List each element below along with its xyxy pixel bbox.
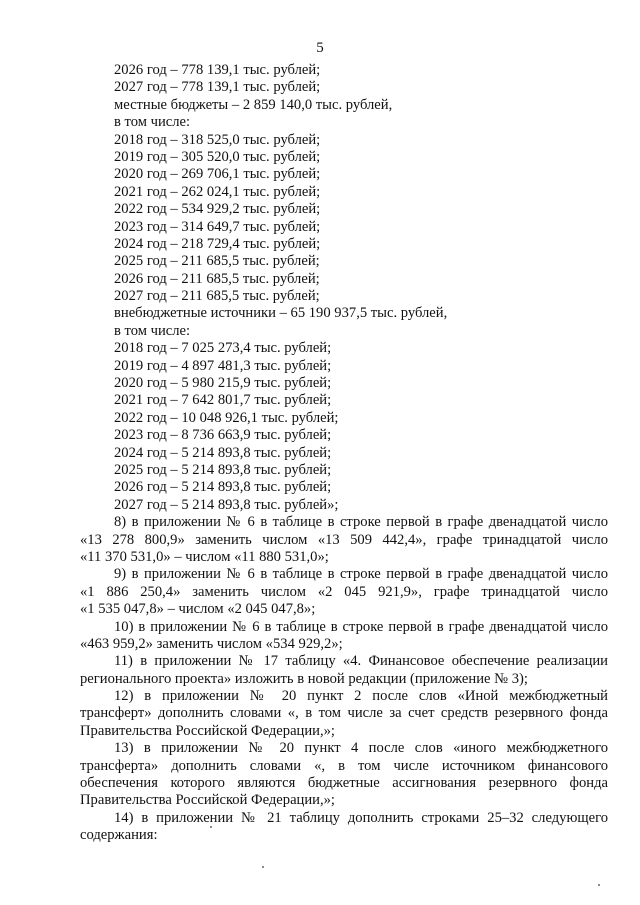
funding-line: местные бюджеты – 2 859 140,0 тыс. рублей, [114, 96, 393, 113]
funding-line: 2026 год – 778 139,1 тыс. рублей; [114, 62, 321, 78]
funding-line: 2026 год – 5 214 893,8 тыс. рублей; [114, 479, 332, 496]
funding-line: 2024 год – 218 729,4 тыс. рублей; [114, 235, 321, 252]
funding-line: 2027 год – 5 214 893,8 тыс. рублей»; [114, 496, 339, 513]
amendment-item-13 [80, 740, 608, 810]
amendment-item-11 [80, 653, 608, 688]
amendment-item-8 [80, 514, 608, 566]
funding-line: 2018 год – 318 525,0 тыс. рублей; [114, 131, 321, 148]
paragraph-line: 12) в приложении № 20 пункт 2 после слов «Иной межбюджетный [114, 688, 608, 705]
paragraph-line: «1 886 250,4» заменить числом «2 045 921,9», графе тринадцатой число [80, 583, 608, 600]
funding-line: 2025 год – 211 685,5 тыс. рублей; [114, 253, 320, 270]
funding-line: 2024 год – 5 214 893,8 тыс. рублей; [114, 444, 332, 461]
paragraph-line: «11 370 531,0» – числом «11 880 531,0»; [80, 548, 329, 565]
funding-line: 2023 год – 8 736 663,9 тыс. рублей; [114, 427, 332, 444]
funding-line: 2022 год – 534 929,2 тыс. рублей; [114, 201, 321, 218]
funding-line: 2022 год – 10 048 926,1 тыс. рублей; [114, 409, 339, 426]
amendment-item-12 [80, 688, 608, 740]
funding-line: в том числе: [114, 114, 191, 131]
funding-line: 2025 год – 5 214 893,8 тыс. рублей; [114, 461, 332, 478]
funding-line: 2021 год – 7 642 801,7 тыс. рублей; [114, 392, 332, 409]
funding-list [80, 62, 608, 514]
funding-line: внебюджетные источники – 65 190 937,5 тыс. рублей, [114, 305, 448, 322]
amendment-item-10 [80, 619, 608, 654]
paragraph-line: Правительства Российской Федерации,»; [80, 722, 335, 739]
paragraph-line: 14) в приложении № 21 таблицу дополнить строками 25–32 следующего [114, 809, 608, 826]
funding-line: 2019 год – 4 897 481,3 тыс. рублей; [114, 357, 332, 374]
page-number: 5 [316, 40, 324, 56]
paragraph-line: 10) в приложении № 6 в таблице в строке первой в графе двенадцатой число [114, 618, 608, 635]
paragraph-line: обеспечения которого являются бюджетные ассигнования резервного фонда [80, 775, 608, 792]
paragraph-line: регионального проекта» изложить в новой редакции (приложение № 3); [80, 670, 528, 687]
funding-line: в том числе: [114, 322, 191, 339]
funding-line: 2021 год – 262 024,1 тыс. рублей; [114, 183, 321, 200]
scan-speck [262, 866, 264, 868]
paragraph-line: содержания: [80, 827, 158, 844]
paragraph-line: 9) в приложении № 6 в таблице в строке первой в графе двенадцатой число [114, 566, 608, 583]
funding-line: 2020 год – 5 980 215,9 тыс. рублей; [114, 375, 332, 392]
paragraph-line: трансферта» дополнить словами «, в том числе источником финансового [80, 757, 608, 774]
funding-line: 2019 год – 305 520,0 тыс. рублей; [114, 148, 321, 165]
funding-line: 2018 год – 7 025 273,4 тыс. рублей; [114, 340, 332, 357]
paragraph-line: трансферт» дополнить словами «, в том числе за счет средств резервного фонда [80, 705, 608, 722]
scan-speck [598, 884, 600, 886]
funding-line: 2027 год – 778 139,1 тыс. рублей; [114, 79, 321, 96]
scan-speck [210, 826, 212, 828]
document-body [80, 62, 608, 845]
funding-line: 2020 год – 269 706,1 тыс. рублей; [114, 166, 321, 183]
funding-line: 2026 год – 211 685,5 тыс. рублей; [114, 270, 320, 287]
amendment-item-14 [80, 810, 608, 845]
paragraph-line: 8) в приложении № 6 в таблице в строке первой в графе двенадцатой число [114, 514, 608, 531]
funding-line: 2023 год – 314 649,7 тыс. рублей; [114, 218, 321, 235]
paragraph-line: «13 278 800,9» заменить числом «13 509 442,4», графе тринадцатой число [80, 531, 608, 548]
paragraph-line: «1 535 047,8» – числом «2 045 047,8»; [80, 601, 316, 618]
funding-line: 2027 год – 211 685,5 тыс. рублей; [114, 288, 320, 305]
paragraph-line: Правительства Российской Федерации,»; [80, 792, 335, 809]
paragraph-line: 13) в приложении № 20 пункт 4 после слов «иного межбюджетного [114, 740, 608, 757]
paragraph-line: 11) в приложении № 17 таблицу «4. Финансовое обеспечение реализации [114, 653, 608, 670]
amendment-item-9 [80, 566, 608, 618]
paragraph-line: «463 959,2» заменить числом «534 929,2»; [80, 635, 343, 652]
